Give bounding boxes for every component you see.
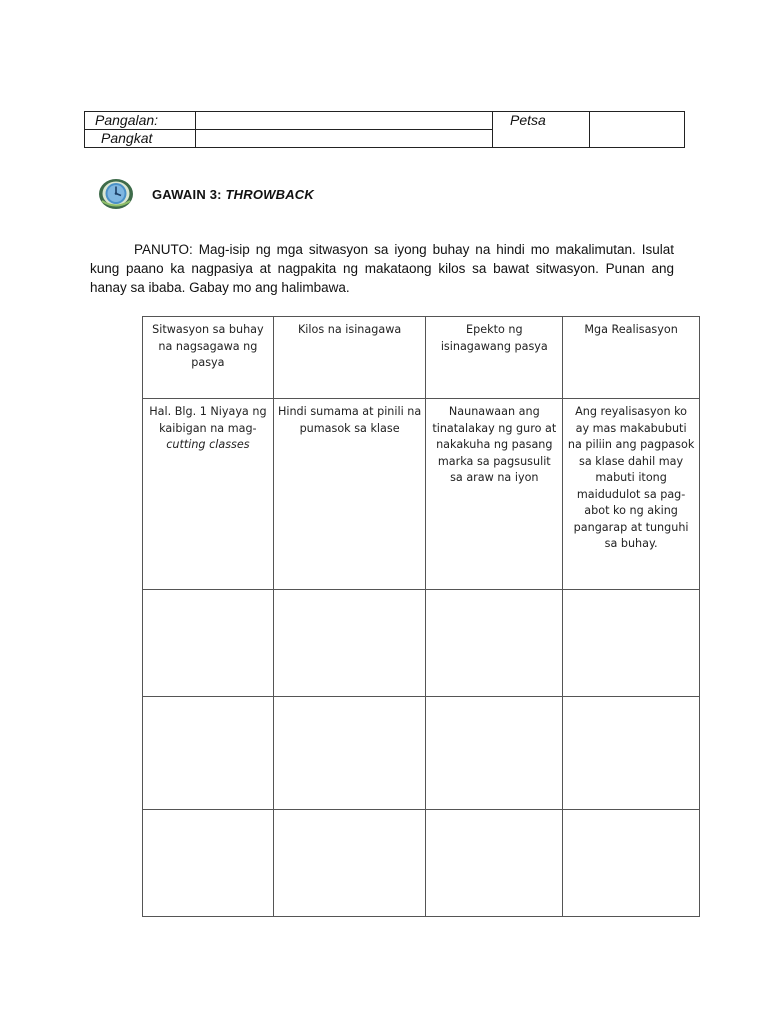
date-label: Petsa <box>493 112 590 148</box>
activity-title <box>152 187 314 202</box>
activity-title-prefix: GAWAIN 3: <box>152 187 226 202</box>
blank-cell[interactable] <box>426 590 563 697</box>
blank-cell[interactable] <box>563 697 700 810</box>
blank-cell[interactable] <box>563 810 700 917</box>
activity-title-italic: THROWBACK <box>225 187 314 202</box>
header-realization: Mga Realisasyon <box>563 317 700 399</box>
table-row <box>143 810 700 917</box>
instructions-text: PANUTO: Mag-isip ng mga sitwasyon sa iyong buhay na hindi mo makalimutan. Isulat kung paano ka nagpasiya at nagpakita ng makataong kilos sa bawat sitwasyon. Punan ang hanay sa ibaba. Gabay mo ang halimbawa. <box>90 242 674 295</box>
header-action: Kilos na isinagawa <box>273 317 426 399</box>
name-field[interactable] <box>195 112 492 130</box>
table-row <box>143 697 700 810</box>
blank-cell[interactable] <box>143 810 274 917</box>
header-situation: Sitwasyon sa buhay na nagsagawa ng pasya <box>143 317 274 399</box>
example-effect: Naunawaan ang tinatalakay ng guro at nakakuha ng pasang marka sa pagsusulit sa araw na iyon <box>426 399 563 590</box>
blank-cell[interactable] <box>426 697 563 810</box>
table-row <box>143 590 700 697</box>
blank-cell[interactable] <box>273 810 426 917</box>
date-field[interactable] <box>590 112 685 148</box>
name-label: Pangalan: <box>85 112 196 130</box>
example-situation <box>143 399 274 590</box>
blank-cell[interactable] <box>273 697 426 810</box>
example-situation-italic: cutting classes <box>166 438 250 451</box>
blank-cell[interactable] <box>563 590 700 697</box>
blank-cell[interactable] <box>426 810 563 917</box>
blank-cell[interactable] <box>143 590 274 697</box>
group-field[interactable] <box>195 130 492 148</box>
table-header-row <box>143 317 700 399</box>
info-row-name <box>85 112 685 130</box>
header-effect: Epekto ng isinagawang pasya <box>426 317 563 399</box>
group-label: Pangkat <box>85 130 196 148</box>
example-action: Hindi sumama at pinili na pumasok sa klase <box>273 399 426 590</box>
blank-cell[interactable] <box>143 697 274 810</box>
activity-table <box>142 316 700 917</box>
blank-cell[interactable] <box>273 590 426 697</box>
clock-icon <box>98 175 134 211</box>
example-situation-text: Hal. Blg. 1 Niyaya ng kaibigan na mag- <box>149 405 267 435</box>
example-row <box>143 399 700 590</box>
student-info-table <box>84 111 685 148</box>
example-realization: Ang reyalisasyon ko ay mas makabubuti na piliin ang pagpasok sa klase dahil may mabuti itong maidudulot sa pag-abot ko ng aking pangarap at tunguhi sa buhay. <box>563 399 700 590</box>
